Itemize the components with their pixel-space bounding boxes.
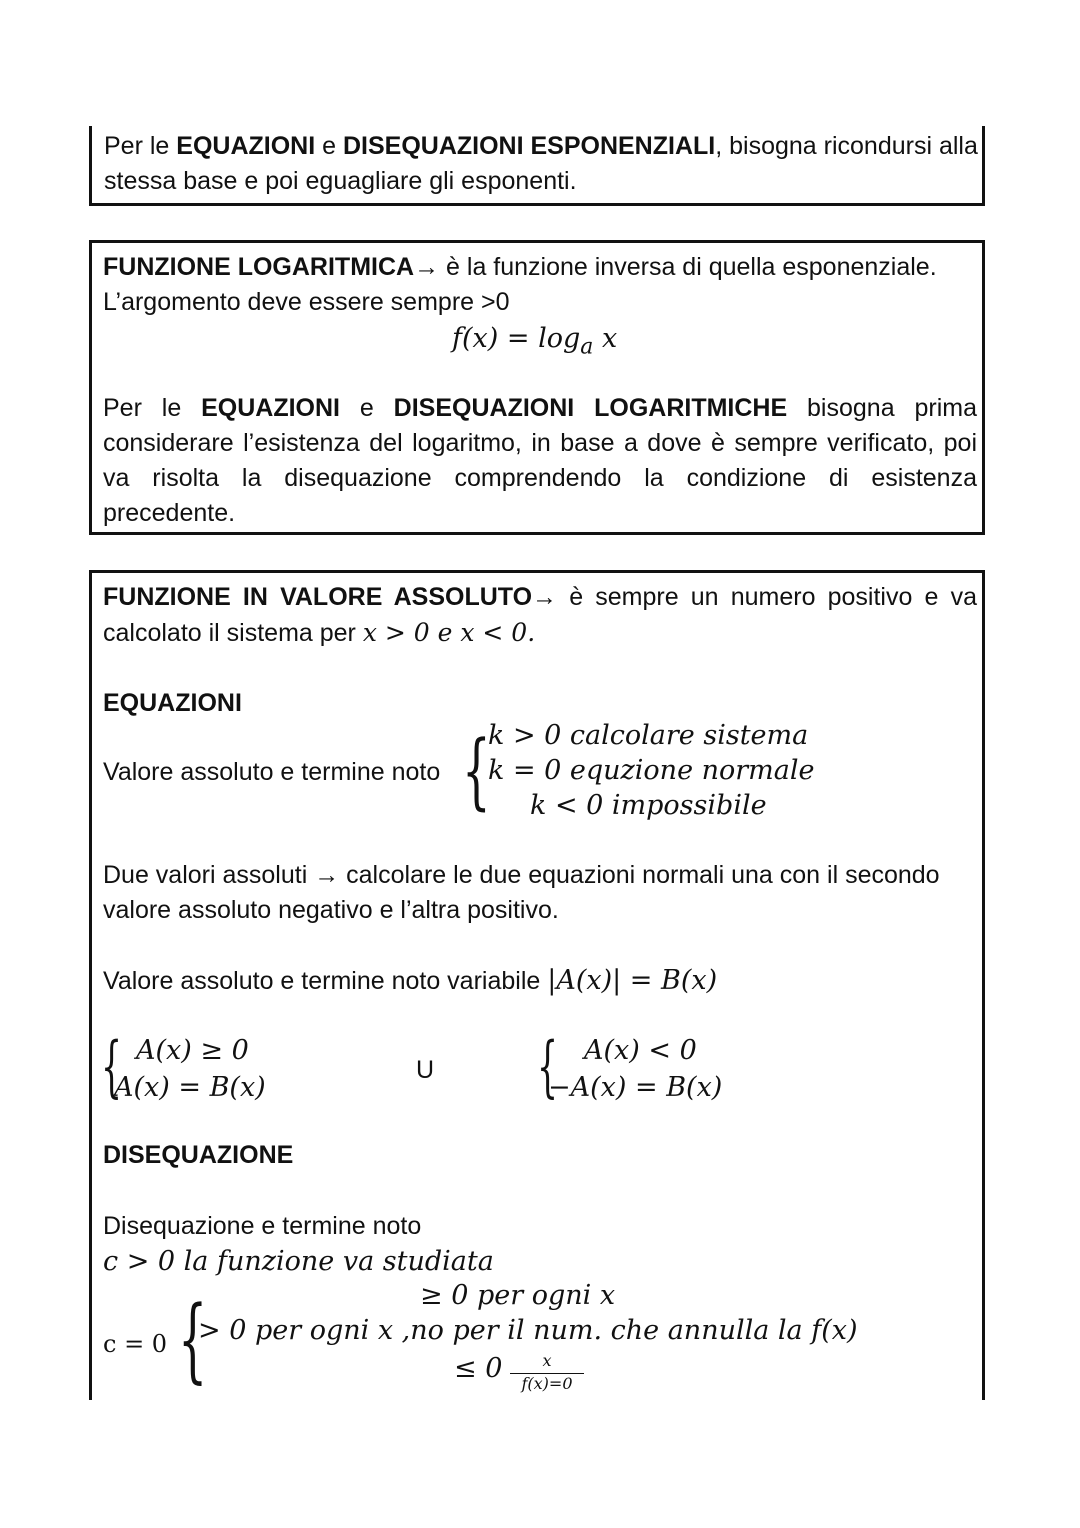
var-line: Valore assoluto e termine noto variabile |A(x)| = B(x) bbox=[103, 965, 718, 996]
section-title: FUNZIONE LOGARITMICA bbox=[103, 253, 415, 281]
fraction-numerator: x bbox=[542, 1351, 552, 1370]
heading-equazioni: EQUAZIONI bbox=[103, 689, 242, 717]
fraction bbox=[508, 1351, 586, 1394]
bold-equazioni: EQUAZIONI bbox=[176, 132, 316, 160]
due-line-1: Due valori assoluti → calcolare le due equazioni normali una con il secondo bbox=[103, 861, 940, 889]
box2-line2: L’argomento deve essere sempre >0 bbox=[103, 288, 510, 316]
box1-line2: stessa base e poi eguagliare gli esponenti. bbox=[104, 167, 577, 195]
system-1-line-1: A(x) ≥ 0 bbox=[136, 1035, 249, 1066]
bold-disequazioni-esponenziali: DISEQUAZIONI ESPONENZIALI bbox=[342, 132, 716, 160]
system-1-line-2: A(x) = B(x) bbox=[114, 1072, 266, 1103]
log-formula: $f(x) = \log_a x$ bbox=[452, 323, 618, 360]
c0-case-3: ≤ 0 bbox=[454, 1353, 503, 1384]
left-brace-icon: { bbox=[462, 724, 491, 819]
dis-c-positive: c > 0 la funzione va studiata bbox=[103, 1246, 494, 1277]
box2-title-line: FUNZIONE LOGARITMICA→ è la funzione inversa di quella esponenziale. bbox=[103, 253, 937, 281]
c-zero-label: c = 0 bbox=[103, 1330, 168, 1358]
vat-case-1: k > 0 calcolare sistema bbox=[488, 720, 809, 751]
left-brace-icon: { bbox=[537, 1028, 558, 1105]
vat-label: Valore assoluto e termine noto bbox=[103, 758, 441, 786]
box-logarithmic-function bbox=[89, 240, 985, 535]
arrow-icon: → bbox=[532, 583, 558, 611]
left-brace-icon: { bbox=[178, 1286, 208, 1393]
due-line-2: valore assoluto negativo e l’altra positivo. bbox=[103, 896, 559, 924]
box3-line2: calcolato il sistema per x > 0 e x < 0. bbox=[103, 618, 536, 647]
union-symbol: U bbox=[416, 1056, 435, 1084]
box-exponential-equations bbox=[89, 126, 985, 206]
arrow-icon: → bbox=[414, 253, 440, 281]
vat-case-3: k < 0 impossibile bbox=[530, 790, 767, 821]
box1-line1: Per le EQUAZIONI e DISEQUAZIONI ESPONENZIALI, bisogna ricondursi alla bbox=[104, 132, 978, 160]
c0-case-1: ≥ 0 per ogni x bbox=[420, 1280, 616, 1311]
fraction-denominator: f(x)=0 bbox=[521, 1374, 573, 1393]
system-2-line-2: −A(x) = B(x) bbox=[548, 1072, 723, 1103]
left-brace-icon: { bbox=[101, 1028, 122, 1105]
bottom-blank-area bbox=[0, 1400, 1080, 1528]
vat-case-2: k = 0 equzione normale bbox=[488, 755, 815, 786]
section-title: FUNZIONE IN VALORE ASSOLUTO bbox=[103, 583, 533, 611]
box-absolute-value bbox=[89, 570, 985, 1528]
box2-paragraph: Per le EQUAZIONI e DISEQUAZIONI LOGARITMICHE bisogna prima considerare l’esistenza del logaritmo, in base a dove è sempre verificato, poi va risolta la disequazione comprendendo la condizione di esistenza precedente. bbox=[103, 394, 977, 527]
dis-label: Disequazione e termine noto bbox=[103, 1212, 422, 1240]
c0-case-2: > 0 per ogni x ,no per il num. che annulla la f(x) bbox=[198, 1315, 858, 1346]
box3-title-line: FUNZIONE IN VALORE ASSOLUTO→ è sempre un numero positivo e va bbox=[103, 583, 977, 611]
system-2-line-1: A(x) < 0 bbox=[584, 1035, 697, 1066]
heading-disequazione: DISEQUAZIONE bbox=[103, 1141, 294, 1169]
